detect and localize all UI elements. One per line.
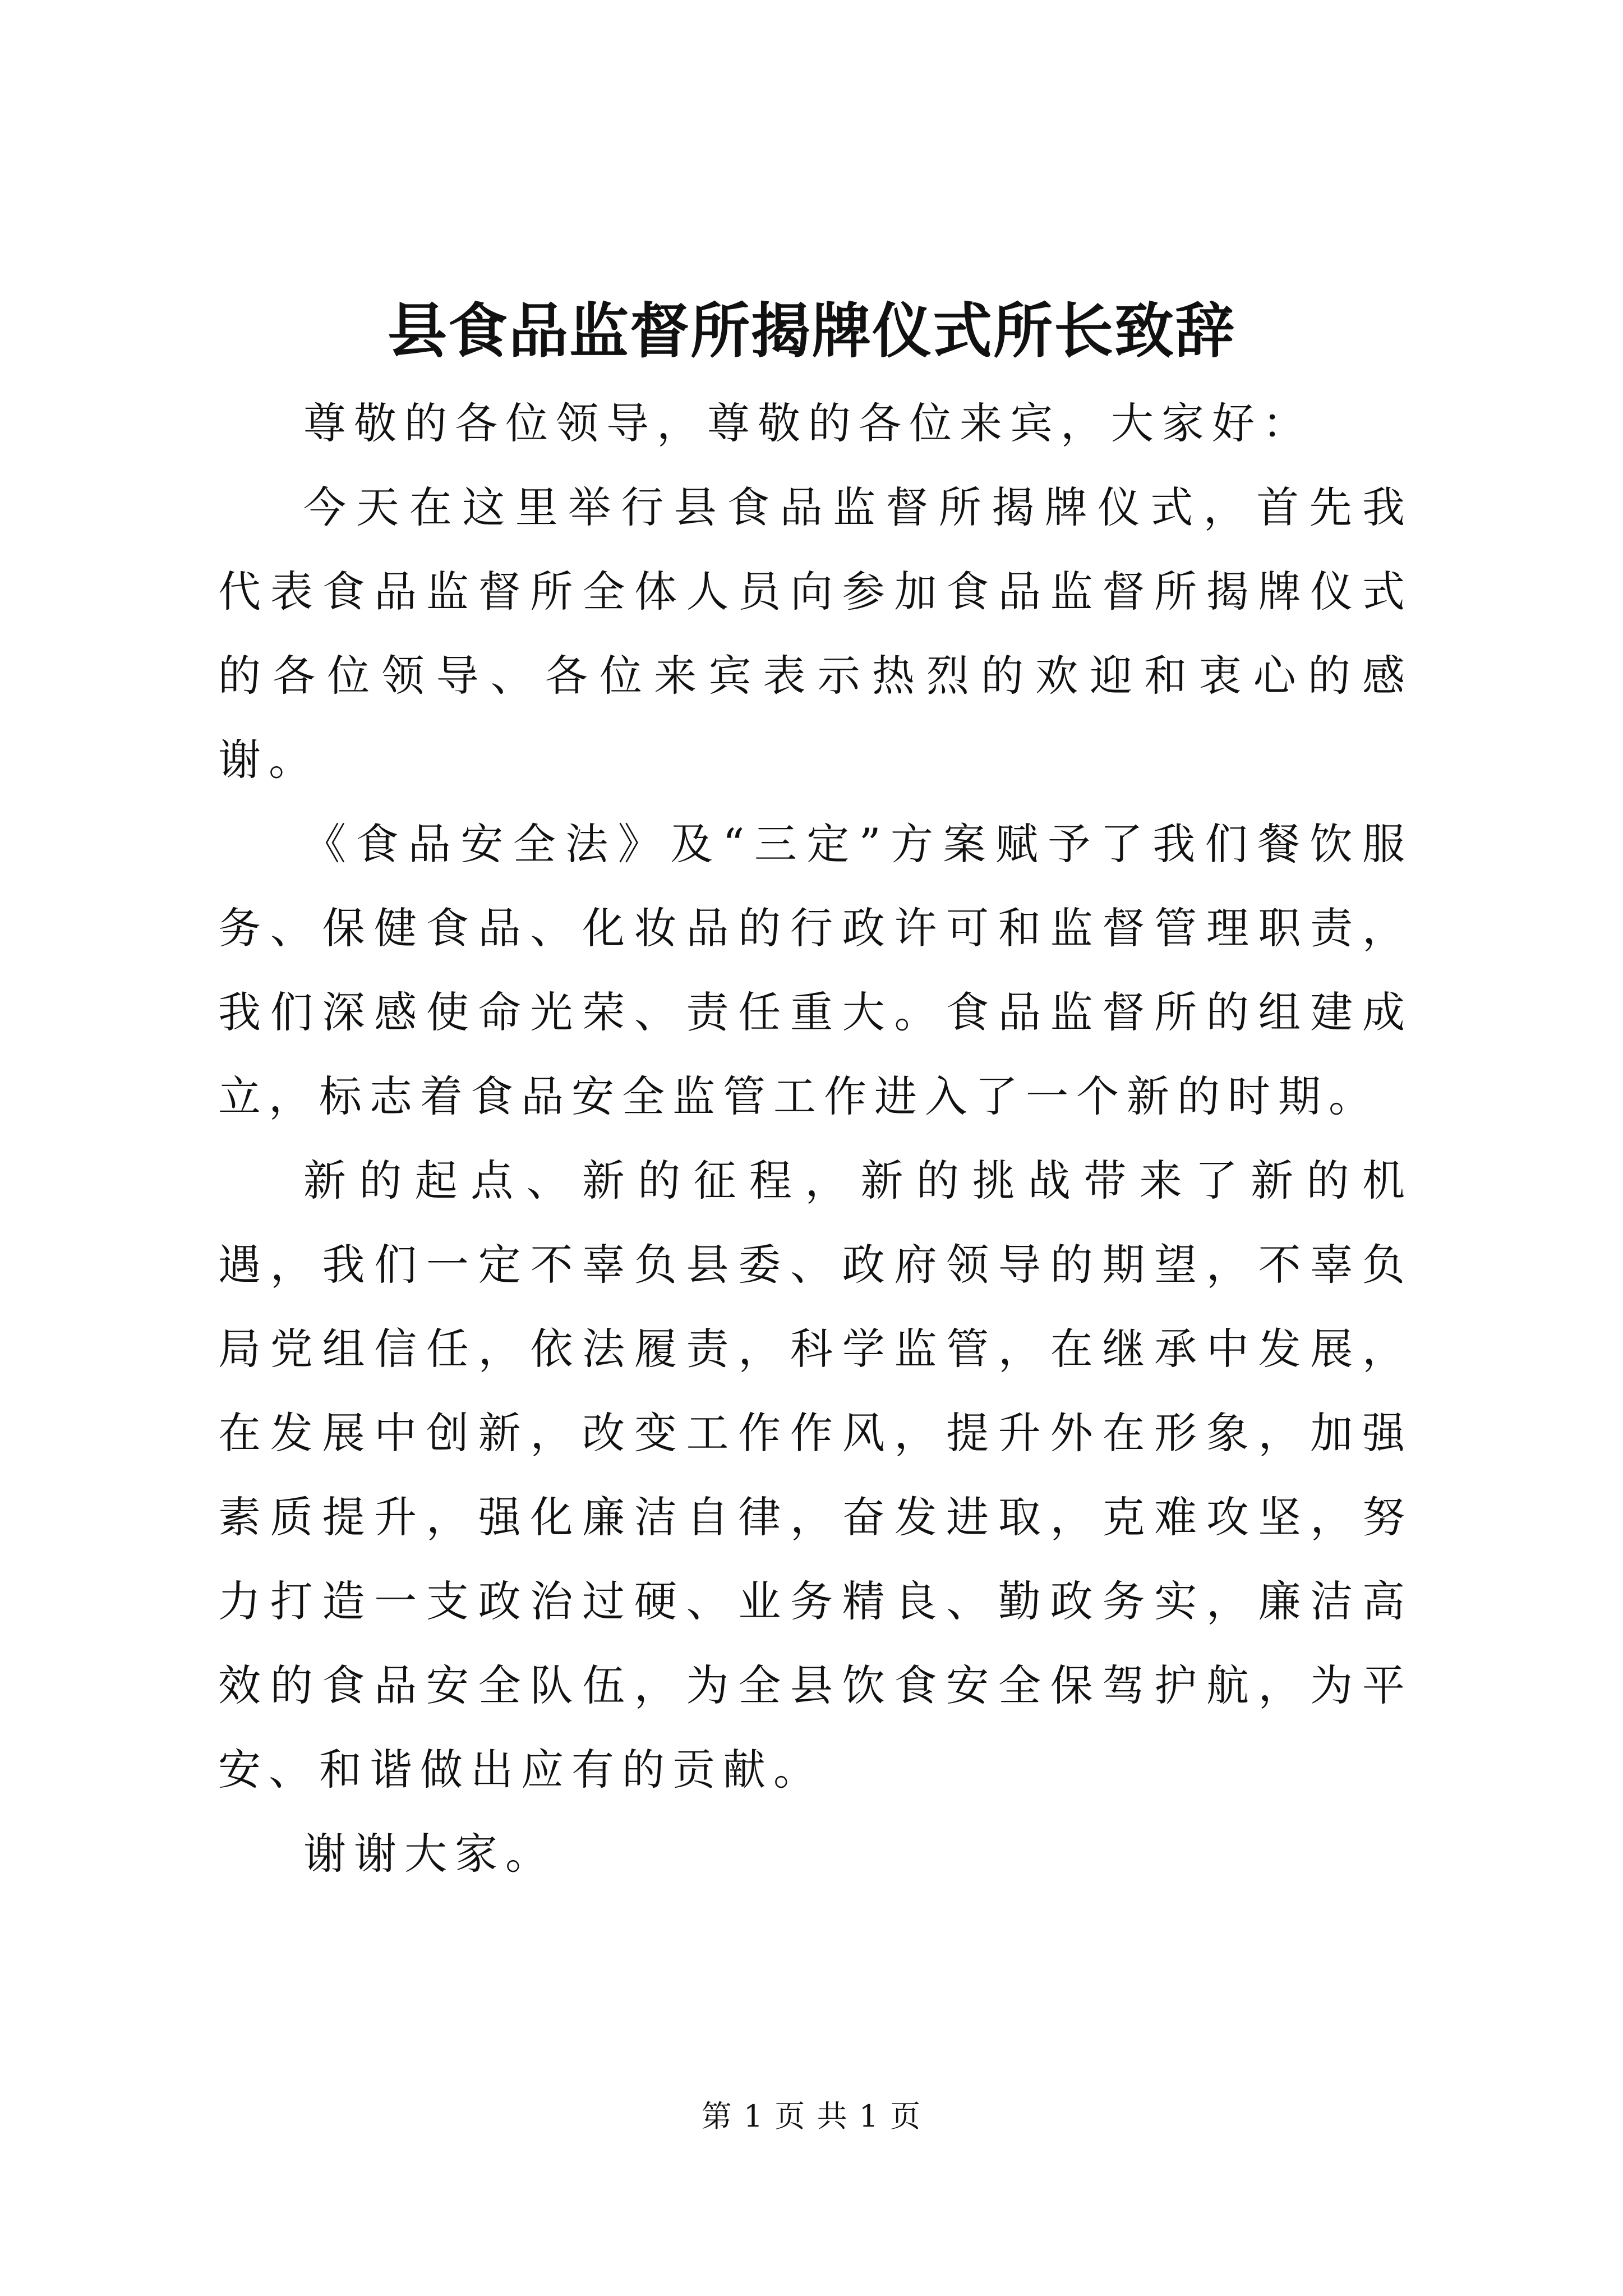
greeting-paragraph: 尊敬的各位领导，尊敬的各位来宾，大家好： <box>303 398 1313 448</box>
page-number-footer: 第 1 页 共 1 页 <box>701 2099 922 2134</box>
document-title: 县食品监督所揭牌仪式所长致辞 <box>388 296 1235 366</box>
closing-paragraph: 谢谢大家。 <box>303 1829 556 1879</box>
body-paragraph: 今天在这里举行县食品监督所揭牌仪式，首先我代表食品监督所全体人员向参加食品监督所揭牌仪式的各位领导、各位来宾表示热烈的欢迎和衷心的感谢。 <box>218 482 1413 785</box>
document-body <box>218 381 1413 1896</box>
body-paragraph: 新的起点、新的征程，新的挑战带来了新的机遇，我们一定不辜负县委、政府领导的期望，不辜负局党组信任，依法履责，科学监管，在继承中发展，在发展中创新，改变工作作风，提升外在形象，加强素质提升，强化廉洁自律，奋发进取，克难攻坚，努力打造一支政治过硬、业务精良、勤政务实，廉洁高效的食品安全队伍，为全县饮食安全保驾护航，为平安、和谐做出应有的贡献。 <box>218 1156 1413 1795</box>
body-paragraph: 《食品安全法》及“三定”方案赋予了我们餐饮服务、保健食品、化妆品的行政许可和监督管理职责，我们深感使命光荣、责任重大。食品监督所的组建成立，标志着食品安全监管工作进入了一个新的时期。 <box>218 819 1413 1121</box>
